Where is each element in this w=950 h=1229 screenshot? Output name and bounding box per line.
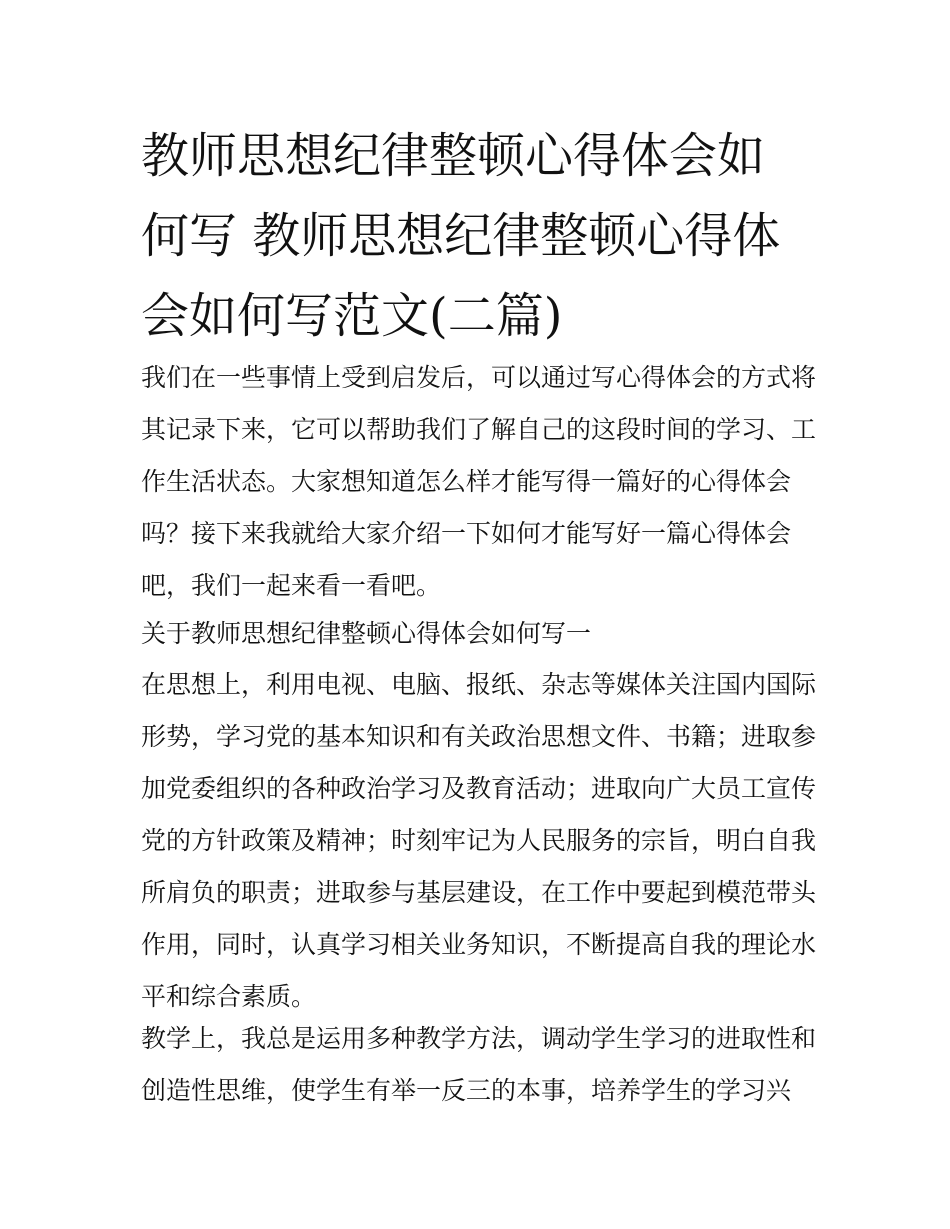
text-line: 教学上，我总是运用多种教学方法，调动学生学习的进取性和 bbox=[141, 1024, 817, 1053]
text-line: 形势，学习党的基本知识和有关政治思想文件、书籍；进取参 bbox=[141, 722, 817, 751]
text-line: 作生活状态。大家想知道怎么样才能写得一篇好的心得体会 bbox=[141, 467, 792, 496]
text-line: 平和综合素质。 bbox=[141, 982, 317, 1011]
paragraph-1 bbox=[141, 659, 821, 1023]
text-line: 作用，同时，认真学习相关业务知识，不断提高自我的理论水 bbox=[141, 930, 817, 959]
text-line: 创造性思维，使学生有举一反三的本事，培养学生的学习兴 bbox=[141, 1076, 792, 1105]
section-heading bbox=[141, 608, 821, 660]
intro-paragraph bbox=[141, 352, 821, 612]
title-line: 何写 教师思想纪律整顿心得体 bbox=[141, 208, 781, 264]
paragraph-2 bbox=[141, 1013, 821, 1117]
text-line: 吗？接下来我就给大家介绍一下如何才能写好一篇心得体会 bbox=[141, 519, 792, 548]
text-line: 在思想上，利用电视、电脑、报纸、杂志等媒体关注国内国际 bbox=[141, 670, 817, 699]
text-line: 所肩负的职责；进取参与基层建设，在工作中要起到模范带头 bbox=[141, 878, 817, 907]
title-line: 教师思想纪律整顿心得体会如 bbox=[141, 128, 766, 184]
text-line: 其记录下来，它可以帮助我们了解自己的这段时间的学习、工 bbox=[141, 415, 817, 444]
document-title bbox=[141, 116, 811, 356]
text-line: 党的方针政策及精神；时刻牢记为人民服务的宗旨，明白自我 bbox=[141, 826, 817, 855]
section-heading-text: 关于教师思想纪律整顿心得体会如何写一 bbox=[141, 619, 592, 648]
text-line: 加党委组织的各种政治学习及教育活动；进取向广大员工宣传 bbox=[141, 774, 817, 803]
title-line: 会如何写范文(二篇) bbox=[141, 288, 563, 344]
text-line: 我们在一些事情上受到启发后，可以通过写心得体会的方式将 bbox=[141, 363, 817, 392]
text-line: 吧，我们一起来看一看吧。 bbox=[141, 571, 442, 600]
